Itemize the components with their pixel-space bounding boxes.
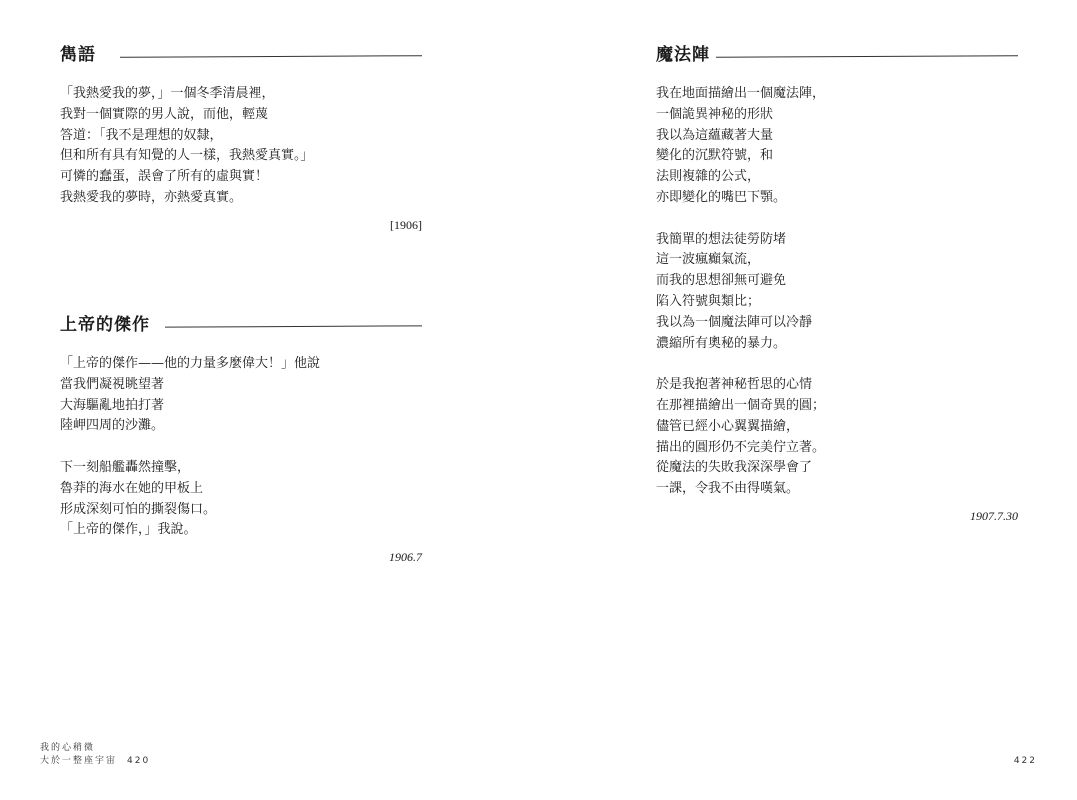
poem-line: 變化的沉默符號，和 bbox=[656, 148, 774, 164]
title-rule bbox=[716, 55, 1018, 58]
right-page bbox=[538, 0, 1077, 800]
poem-gods-work bbox=[60, 314, 422, 567]
page-number: 420 bbox=[127, 756, 151, 766]
poem-line: 描出的圓形仍不完美佇立著。 bbox=[656, 439, 826, 455]
book-title-text: 大於一整座宇宙 bbox=[40, 756, 118, 766]
poem-line: 下一刻船艦轟然撞擊， bbox=[60, 459, 191, 475]
poem-line: 我以為一個魔法陣可以冷靜 bbox=[656, 314, 813, 330]
poem-header bbox=[656, 44, 1018, 74]
poem-line: 魯莽的海水在她的甲板上 bbox=[60, 480, 204, 496]
poem-line: 「我熱愛我的夢，」一個冬季清晨裡， bbox=[60, 86, 275, 101]
poem-line: 大海驅亂地拍打著 bbox=[60, 397, 165, 413]
book-title-line bbox=[40, 755, 150, 768]
poem-line: 我對一個實際的男人說，而他，輕蔑 bbox=[60, 106, 269, 122]
poem-line: 儘管已經小心翼翼描繪， bbox=[656, 418, 800, 434]
poem-title: 上帝的傑作 bbox=[60, 315, 150, 335]
poem-line: 「上帝的傑作，」我說。 bbox=[60, 522, 197, 538]
poem-line: 答道：「我不是理想的奴隸， bbox=[60, 127, 223, 143]
poem-line: 在那裡描繪出一個奇異的圓； bbox=[656, 397, 826, 413]
running-footer bbox=[40, 742, 150, 768]
poem-line: 但和所有具有知覺的人一樣，我熱愛真實。」 bbox=[60, 148, 314, 164]
poem-body bbox=[656, 84, 1018, 500]
poem-line: 一個詭異神秘的形狀 bbox=[656, 106, 774, 122]
stanza-break bbox=[60, 437, 422, 458]
title-rule bbox=[120, 55, 422, 58]
stanza-break bbox=[656, 209, 1018, 230]
poem-epigram bbox=[60, 44, 422, 235]
title-rule bbox=[165, 325, 422, 327]
poem-body bbox=[60, 354, 422, 541]
page-number: 422 bbox=[1013, 756, 1037, 766]
poem-date: 1907.7.30 bbox=[970, 508, 1018, 523]
poem-line: 濃縮所有奧秘的暴力。 bbox=[656, 335, 787, 351]
poem-date: 1906.7 bbox=[389, 550, 422, 565]
poem-title: 魔法陣 bbox=[656, 45, 710, 65]
poem-title: 雋語 bbox=[60, 45, 96, 65]
poem-line: 形成深刻可怕的撕裂傷口。 bbox=[60, 501, 217, 517]
poem-line: 我熱愛我的夢時，亦熱愛真實。 bbox=[60, 189, 243, 205]
poem-line: 我簡單的想法徒勞防堵 bbox=[656, 231, 787, 247]
poem-line: 這一波瘋癲氣流， bbox=[656, 252, 761, 268]
poem-header bbox=[60, 44, 422, 74]
poem-line: 「上帝的傑作——他的力量多麼偉大！」他說 bbox=[60, 356, 321, 371]
poem-magic-circle bbox=[656, 44, 1018, 526]
poem-line: 而我的思想卻無可避免 bbox=[656, 273, 787, 289]
poem-line: 陸岬四周的沙灘。 bbox=[60, 418, 165, 434]
poem-line: 一課，令我不由得嘆氣。 bbox=[656, 481, 800, 497]
poem-line: 法則複雜的公式， bbox=[656, 169, 761, 185]
poem-line: 從魔法的失敗我深深學會了 bbox=[656, 460, 813, 476]
left-page bbox=[0, 0, 538, 800]
poem-line: 於是我抱著神秘哲思的心情 bbox=[656, 377, 813, 393]
book-title-line: 我的心稍微 bbox=[40, 743, 96, 753]
poem-line: 我以為這蘊藏著大量 bbox=[656, 127, 774, 143]
poem-line: 當我們凝視眺望著 bbox=[60, 376, 165, 392]
poem-line: 亦即變化的嘴巴下顎。 bbox=[656, 189, 787, 205]
poem-line: 我在地面描繪出一個魔法陣， bbox=[656, 86, 826, 101]
poem-body bbox=[60, 84, 422, 209]
poem-line: 可憐的蠢蛋，誤會了所有的虛與實！ bbox=[60, 169, 269, 185]
poem-header bbox=[60, 314, 422, 344]
poem-date: [1906] bbox=[390, 217, 422, 232]
stanza-break bbox=[656, 354, 1018, 375]
poem-line: 陷入符號與類比； bbox=[656, 293, 761, 309]
